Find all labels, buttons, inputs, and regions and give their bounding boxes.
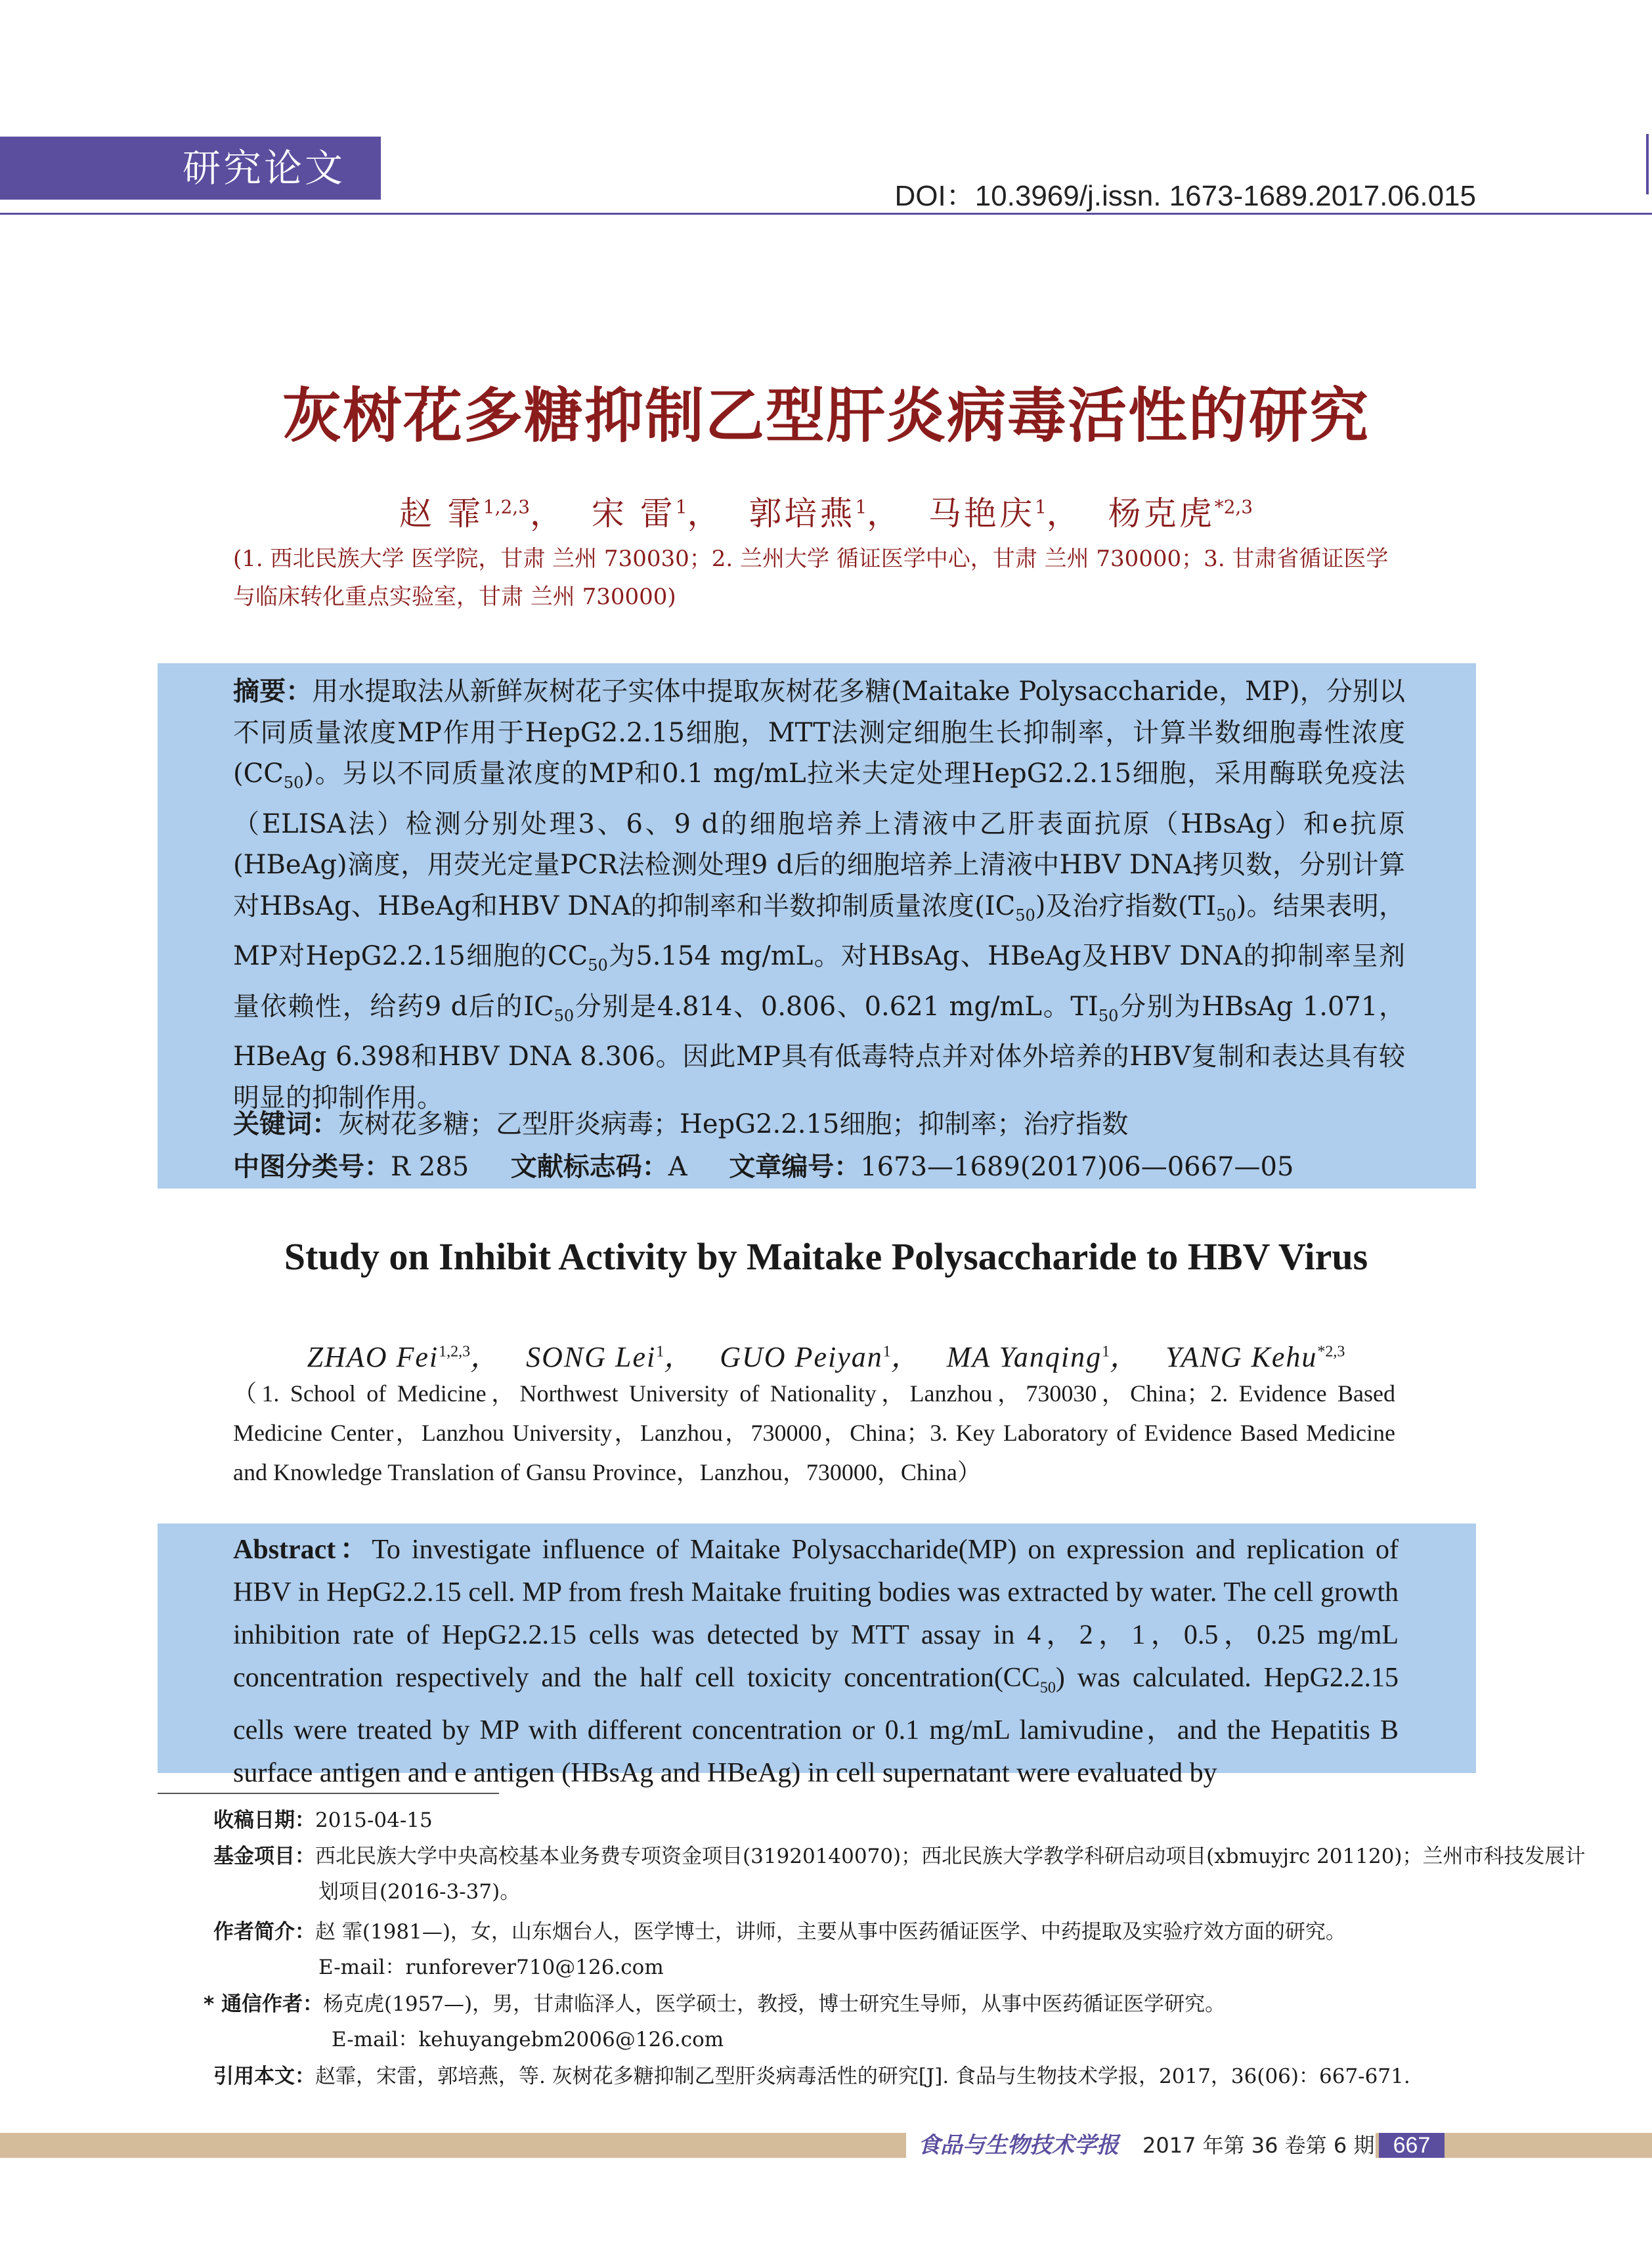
footnote-cite	[213, 2059, 1487, 2094]
title-cn: 灰树花多糖抑制乙型肝炎病毒活性的研究	[282, 382, 1370, 450]
abstract-cn-text: )及治疗指数(TI	[1035, 890, 1217, 921]
affiliation-en: （1. School of Medicine，Northwest University of Nationality，Lanzhou，730030，China；2. Evidence Based Medicine Center，Lanzhou University，Lanzhou，730000，China；3. Key Laboratory of Evidence Based Medicine and Knowledge Translation of Gansu Province，Lanzhou，730000，China）	[233, 1380, 1395, 1485]
footer-issue: 2017 年第 36 卷第 6 期	[1142, 2133, 1375, 2158]
abstract-cn-label: 摘要：	[233, 676, 313, 707]
author-sup: *2,3	[1317, 1343, 1345, 1361]
author-sup: 1	[855, 496, 867, 518]
author-sup: 1	[1102, 1343, 1110, 1361]
affiliation-cn-line: (1. 西北民族大学 医学院，甘肃 兰州 730030；2. 兰州大学 循证医学中心，甘肃 兰州 730000；3. 甘肃省循证医学	[233, 546, 1389, 572]
footnote-label: 收稿日期：	[213, 1808, 315, 1832]
footnote-label: * 通信作者：	[204, 1992, 324, 2016]
author-sup: 1	[656, 1343, 664, 1361]
abstract-cn	[233, 671, 1405, 1118]
author-en: SONG Lei	[526, 1341, 657, 1373]
footnote-text: 杨克虎(1957—)，男，甘肃临泽人，医学硕士，教授，博士研究生导师，从事中医药循证医学研究。	[323, 1992, 1226, 2016]
header-rule	[0, 213, 1652, 215]
footnote-fund	[213, 1839, 1592, 1910]
author-sup: 1	[882, 1343, 891, 1361]
doc-code-value: A	[668, 1152, 687, 1182]
footnote-author	[213, 1914, 1487, 1985]
subscript: 50	[554, 1006, 575, 1025]
author-cn: 赵 霏	[399, 494, 483, 533]
affiliation-cn-line: 与临床转化重点实验室，甘肃 兰州 730000)	[233, 584, 676, 610]
page-number: 667	[1379, 2133, 1445, 2158]
author-cn: 郭培燕	[749, 494, 856, 533]
abstract-en	[233, 1529, 1399, 1795]
keywords-cn-text: 灰树花多糖；乙型肝炎病毒；HepG2.2.15细胞；抑制率；治疗指数	[338, 1109, 1129, 1139]
subscript: 50	[1039, 1679, 1056, 1697]
abstract-cn-text: 为5.154 mg/mL。对HBsAg、HBeAg及HBV DNA的抑制率呈剂量依赖性，给药9 d后的IC	[233, 941, 1406, 1022]
abstract-cn-text: )。结果表明，MP对HepG2.2.15细胞的CC	[233, 890, 1405, 971]
author-sup: 1	[1034, 496, 1047, 518]
subscript: 50	[1216, 906, 1236, 925]
header-vertical-rule	[1646, 134, 1649, 194]
footnote-text: 2015-04-15	[315, 1808, 433, 1832]
author-en: GUO Peiyan	[720, 1341, 883, 1373]
abstract-en-label: Abstract：	[233, 1535, 372, 1565]
authors-en: ZHAO Fei$^{1,2,3}$， SONG Lei$^1$， GUO Peiyan$^1$， MA Yanqing$^1$， YANG Kehu$^{*2,3}$	[307, 1341, 1345, 1373]
footnote-text: 赵 霏(1981—)，女，山东烟台人，医学博士，讲师，主要从事中医药循证医学、中药提取及实验疗效方面的研究。	[315, 1920, 1346, 1944]
keywords-cn-label: 关键词：	[233, 1109, 338, 1139]
footnote-text: 西北民族大学中央高校基本业务费专项资金项目(31920140070)；西北民族大学教学科研启动项目(xbmuyjrc 201120)；兰州市科技发展计划项目(2016-3-37)。	[315, 1845, 1586, 1904]
author-sup: 1,2,3	[439, 1343, 471, 1361]
affiliation-cn	[233, 540, 1428, 616]
footnote-label: 作者简介：	[213, 1920, 315, 1944]
footnote-email: E-mail：kehuyangebm2006@126.com	[332, 2028, 724, 2051]
footnote-rule	[158, 1793, 499, 1794]
author-cn: 杨克虎	[1108, 494, 1215, 533]
abstract-en-text: ) was calculated. HepG2.2.15 cells were treated by MP with different concentration or 0.1 mg/mL lamivudine，and the Hepatitis B surface antigen and e antigen (HBsAg and HBeAg) in cell supernatant were evaluated by	[233, 1663, 1399, 1789]
footnote-received	[213, 1803, 1487, 1838]
author-en: MA Yanqing	[946, 1341, 1102, 1373]
author-cn: 宋 雷	[591, 494, 676, 533]
footnote-corresponding	[204, 1986, 1487, 2057]
author-sup: *2,3	[1214, 496, 1253, 518]
footnote-label: 基金项目：	[213, 1845, 315, 1868]
abstract-en-text: To investigate influence of Maitake Polysaccharide(MP) on expression and replication of HBV in HepG2.2.15 cell. MP from fresh Maitake fruiting bodies was extracted by water. The cell growth inhibition rate of HepG2.2.15 cells was detected by MTT assay in 4，2，1，0.5，0.25 mg/mL concentration respectively and the half cell toxicity concentration(CC	[233, 1535, 1399, 1693]
author-en: ZHAO Fei	[307, 1341, 439, 1373]
author-sup: 1	[675, 496, 687, 518]
subscript: 50	[1015, 906, 1035, 925]
title-en: Study on Inhibit Activity by Maitake Polysaccharide to HBV Virus	[284, 1235, 1368, 1278]
keywords-cn	[233, 1103, 1405, 1141]
article-no-label: 文章编号：	[729, 1152, 861, 1182]
doi: DOI：10.3969/j.issn. 1673-1689.2017.06.015	[894, 180, 1476, 212]
abstract-cn-text: 用水提取法从新鲜灰树花子实体中提取灰树花多糖(Maitake Polysaccharide，MP)，分别以不同质量浓度MP作用于HepG2.2.15细胞，MTT法测定细胞生长抑制率，计算半数细胞毒性浓度(CC	[233, 676, 1406, 789]
author-cn: 马艳庆	[928, 494, 1035, 533]
footnote-label: 引用本文：	[213, 2065, 315, 2088]
doc-code-label: 文献标志码：	[510, 1152, 668, 1182]
section-tag: 研究论文	[0, 137, 381, 200]
subscript: 50	[1098, 1006, 1119, 1025]
author-sup: 1,2,3	[483, 496, 531, 518]
classification-cn	[233, 1146, 1405, 1183]
article-no-value: 1673—1689(2017)06—0667—05	[860, 1152, 1294, 1182]
author-en: YANG Kehu	[1165, 1341, 1318, 1373]
footnote-text: 赵霏，宋雷，郭培燕，等. 灰树花多糖抑制乙型肝炎病毒活性的研究[J]. 食品与生物技术学报，2017，36(06)：667-671.	[315, 2065, 1410, 2088]
abstract-cn-text: 分别为HBsAg 1.071，HBeAg 6.398和HBV DNA 8.306。因此MP具有低毒特点并对体外培养的HBV复制和表达具有较明显的抑制作用。	[233, 991, 1405, 1113]
clc-label: 中图分类号：	[233, 1152, 391, 1182]
abstract-cn-text: )。另以不同质量浓度的MP和0.1 mg/mL拉米夫定处理HepG2.2.15细胞，采用酶联免疫法（ELISA法）检测分别处理3、6、9 d的细胞培养上清液中乙肝表面抗原（HBsAg）和e抗原(HBeAg)滴度，用荧光定量PCR法检测处理9 d后的细胞培养上清液中HBV DNA拷贝数，分别计算对HBsAg、HBeAg和HBV DNA的抑制率和半数抑制质量浓度(IC	[233, 758, 1405, 921]
footnote-email: E-mail：runforever710@126.com	[318, 1956, 664, 1979]
subscript: 50	[588, 956, 608, 975]
abstract-cn-text: 分别是4.814、0.806、0.621 mg/mL。TI	[574, 991, 1098, 1022]
authors-cn: 赵 霏$^{1,2,3}$， 宋 雷$^1$， 郭培燕$^1$， 马艳庆$^1$， 杨克虎$^{*2,3}$	[399, 494, 1253, 533]
subscript: 50	[283, 774, 304, 792]
clc-value: R 285	[391, 1152, 469, 1182]
footer-journal: 食品与生物技术学报	[918, 2132, 1119, 2158]
